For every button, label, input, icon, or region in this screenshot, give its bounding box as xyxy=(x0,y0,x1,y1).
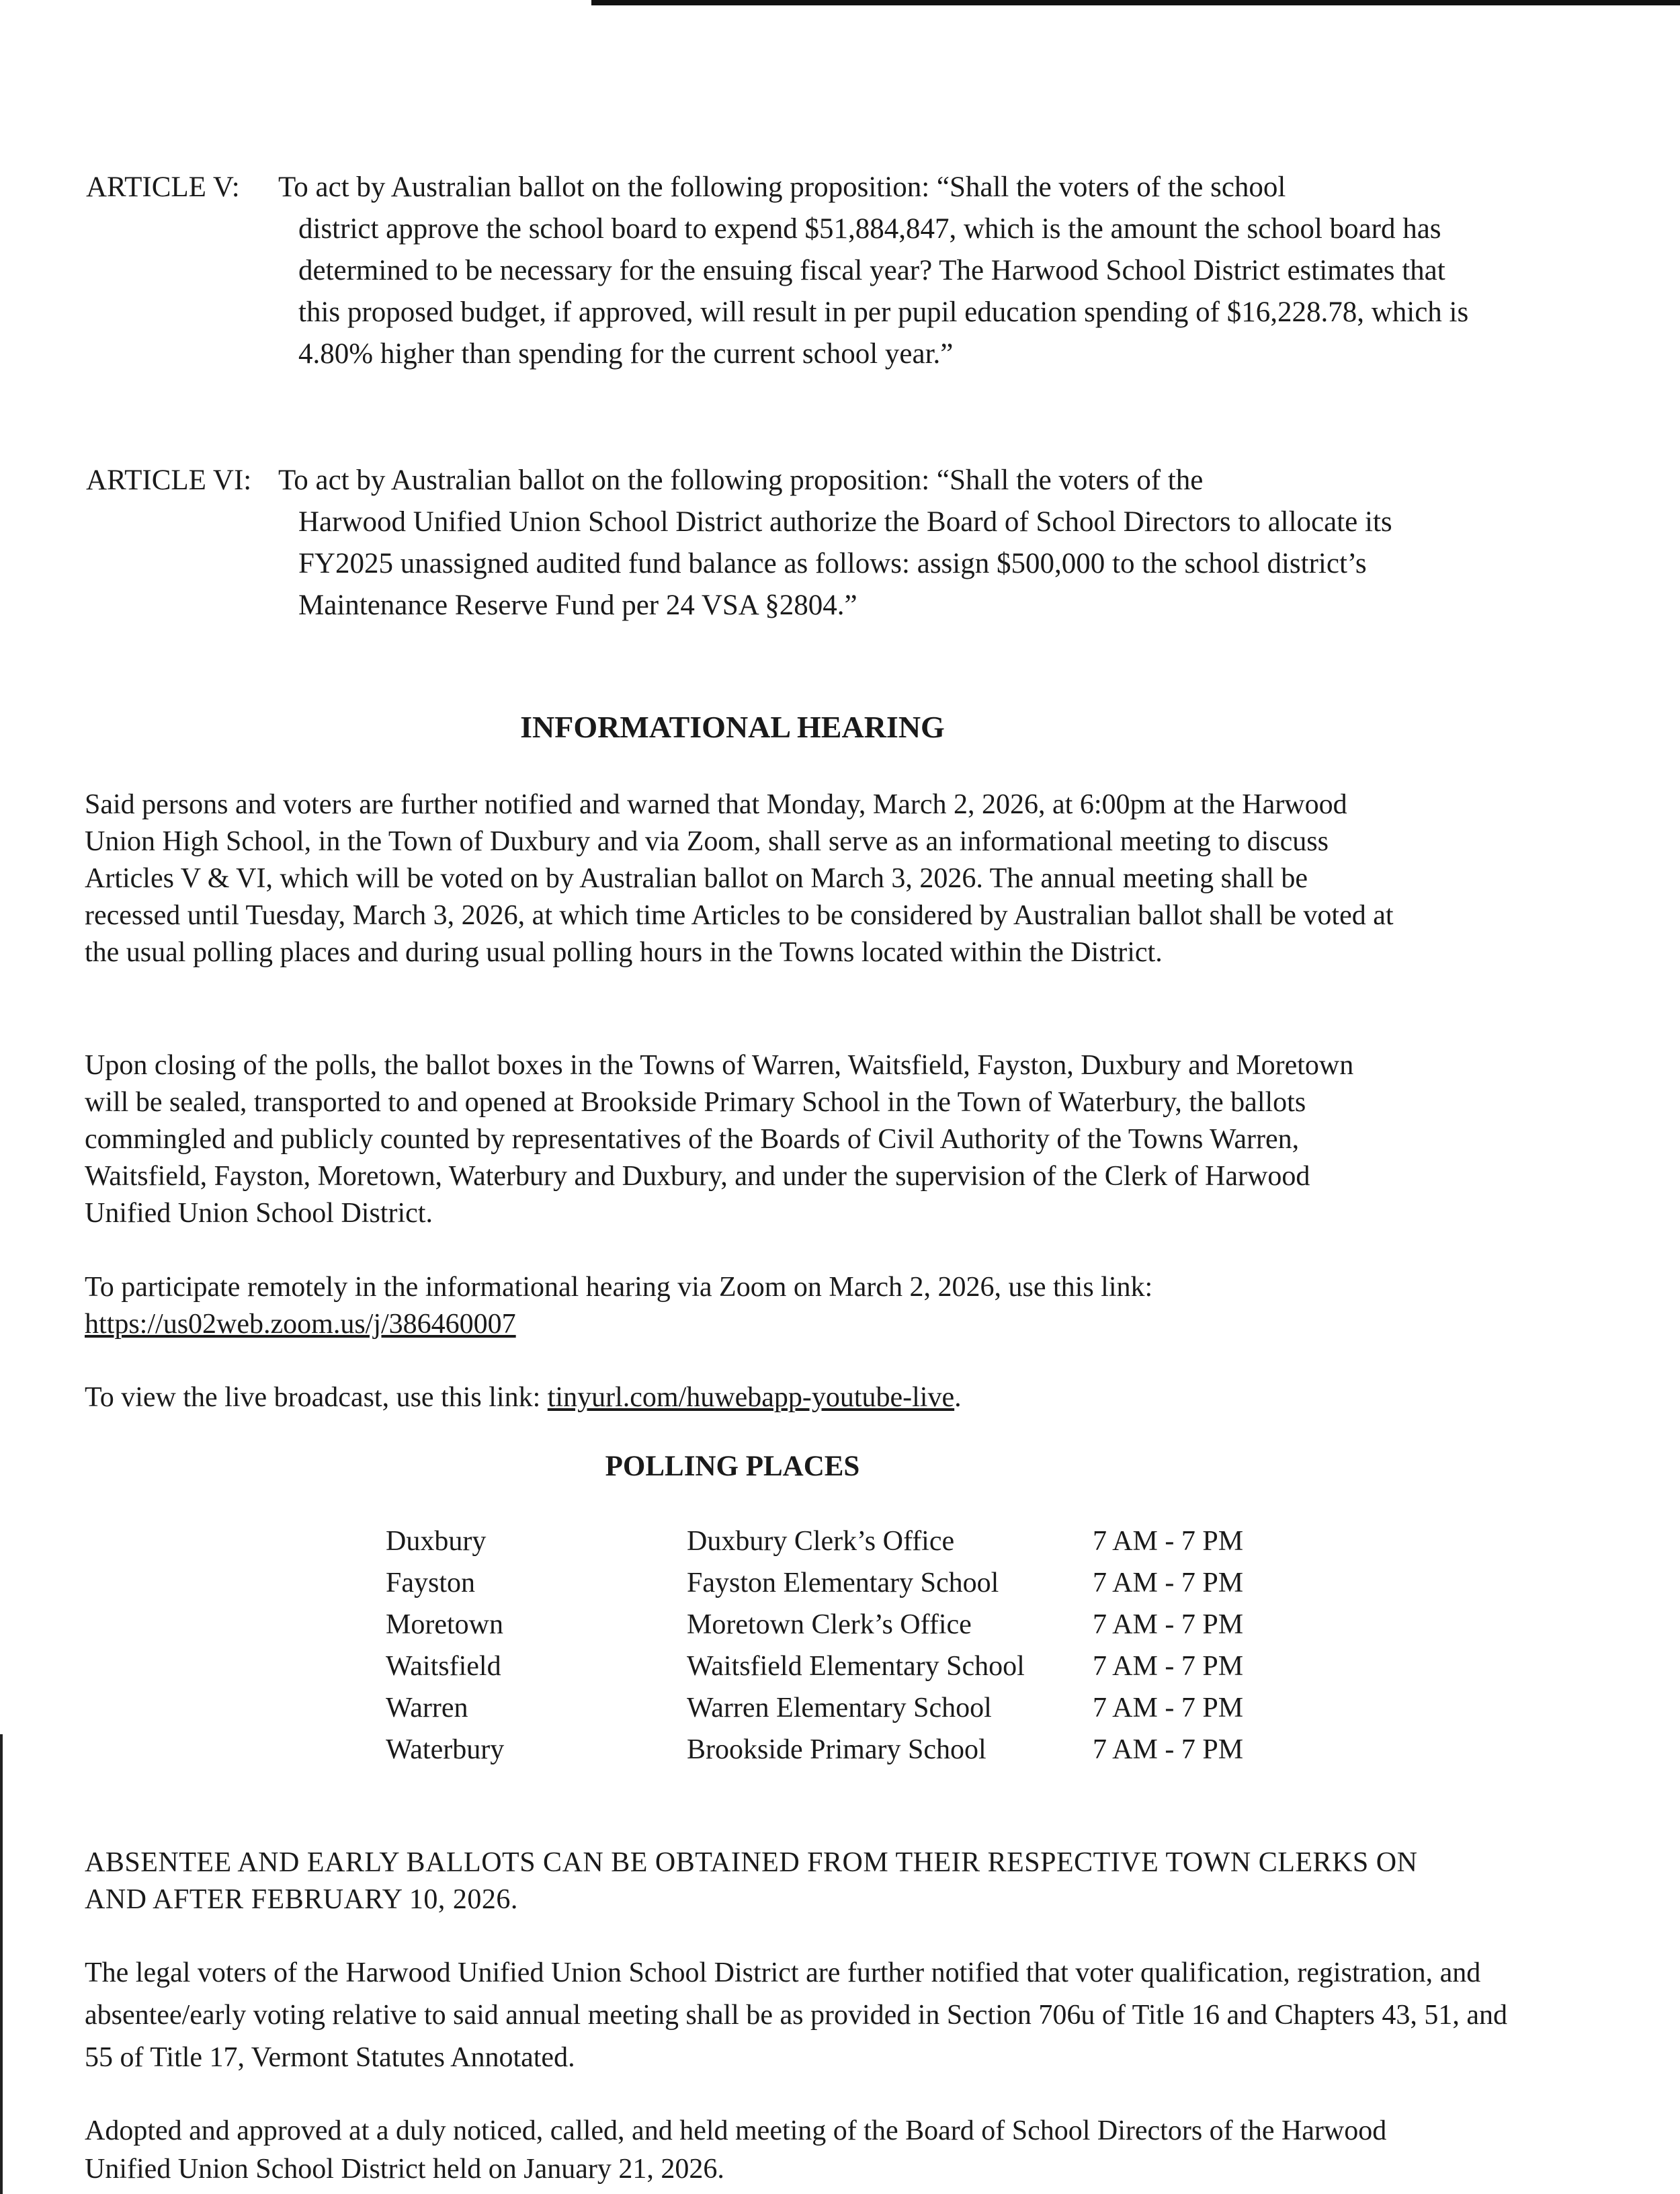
article-vi-text: Harwood Unified Union School District authorize the Board of School Directors to allocate its FY2025 unassigned audited fund balance as follows: assign $500,000 to the school district’s Maintenance Reserve Fund per 24 VSA §2804.” xyxy=(298,506,1392,621)
polling-hours: 7 AM - 7 PM xyxy=(1093,1734,1244,1765)
legal-voters-paragraph: The legal voters of the Harwood Unified Union School District are further notified that voter qualification, registration, and absentee/early voting relative to said annual meeting shall be as provided in Section 706u of Title 16 and Chapters 43, 51, and 55 of Title 17, Vermont Statutes Annotated. xyxy=(85,1957,1508,2073)
zoom-text: To participate remotely in the informational hearing via Zoom on March 2, 2026, use this link: xyxy=(85,1272,1153,1303)
polling-town: Duxbury xyxy=(386,1526,487,1557)
absentee-notice: ABSENTEE AND EARLY BALLOTS CAN BE OBTAINED FROM THEIR RESPECTIVE TOWN CLERKS ON AND AFTER FEBRUARY 10, 2026. xyxy=(85,1847,1418,1915)
informational-hearing-heading: INFORMATIONAL HEARING xyxy=(520,710,945,744)
hearing-paragraph-2: Upon closing of the polls, the ballot boxes in the Towns of Warren, Waitsfield, Fayston, Duxbury and Moretown will be sealed, transported to and opened at Brookside Primary School in the Town of Waterbury, the ballots commingled and publicly counted by representatives of the Boards of Civil Authority of the Towns Warren, Waitsfield, Fayston, Moretown, Waterbury and Duxbury, and under the supervision of the Clerk of Harwood Unified Union School District. xyxy=(85,1050,1354,1229)
table-row xyxy=(386,1729,1294,1771)
polling-town: Waitsfield xyxy=(386,1651,501,1682)
polling-hours: 7 AM - 7 PM xyxy=(1093,1609,1244,1640)
broadcast-period: . xyxy=(954,1382,962,1413)
polling-location: Waitsfield Elementary School xyxy=(687,1651,1025,1682)
table-row xyxy=(386,1646,1294,1687)
adopted-paragraph: Adopted and approved at a duly noticed, called, and held meeting of the Board of School Directors of the Harwood Unified Union School District held on January 21, 2026. xyxy=(85,2115,1387,2185)
polling-hours: 7 AM - 7 PM xyxy=(1093,1526,1244,1557)
article-v-body xyxy=(278,167,1481,375)
broadcast-link[interactable]: tinyurl.com/huwebapp-youtube-live xyxy=(547,1382,955,1413)
table-row xyxy=(386,1520,1294,1562)
polling-town: Moretown xyxy=(386,1609,503,1640)
article-vi-body xyxy=(278,460,1481,626)
article-v-label: ARTICLE V: xyxy=(86,171,240,203)
article-vi-first-line: To act by Australian ballot on the following proposition: “Shall the voters of the xyxy=(278,464,1204,496)
polling-places-table xyxy=(386,1520,1294,1771)
table-row xyxy=(386,1562,1294,1604)
polling-town: Warren xyxy=(386,1693,468,1723)
polling-hours: 7 AM - 7 PM xyxy=(1093,1568,1244,1598)
table-row xyxy=(386,1687,1294,1729)
hearing-paragraph-1: Said persons and voters are further notified and warned that Monday, March 2, 2026, at 6:00pm at the Harwood Union High School, in the Town of Duxbury and via Zoom, shall serve as an informational meeting to discuss Articles V & VI, which will be voted on by Australian ballot on March 3, 2026. The annual meeting shall be recessed until Tuesday, March 3, 2026, at which time Articles to be considered by Australian ballot shall be voted at the usual polling places and during usual polling hours in the Towns located within the District. xyxy=(85,789,1394,968)
article-v-text: district approve the school board to expend $51,884,847, which is the amount the school board has determined to be necessary for the ensuing fiscal year? The Harwood School District estimates that this proposed budget, if approved, will result in per pupil education spending of $16,228.78, which is 4.80% higher than spending for the current school year.” xyxy=(298,213,1469,370)
broadcast-text: To view the live broadcast, use this link: xyxy=(85,1382,548,1413)
article-vi-label: ARTICLE VI: xyxy=(86,464,252,496)
polling-town: Waterbury xyxy=(386,1734,505,1765)
article-v-first-line: To act by Australian ballot on the following proposition: “Shall the voters of the school xyxy=(278,171,1286,203)
polling-location: Warren Elementary School xyxy=(687,1693,992,1723)
polling-hours: 7 AM - 7 PM xyxy=(1093,1651,1244,1682)
polling-location: Moretown Clerk’s Office xyxy=(687,1609,972,1640)
polling-hours: 7 AM - 7 PM xyxy=(1093,1693,1244,1723)
article-vi xyxy=(86,460,1443,626)
article-v xyxy=(86,167,1469,375)
polling-location: Fayston Elementary School xyxy=(687,1568,999,1598)
broadcast-paragraph xyxy=(85,1379,1395,1416)
zoom-paragraph xyxy=(85,1269,1395,1343)
polling-location: Brookside Primary School xyxy=(687,1734,986,1765)
polling-places-heading: POLLING PLACES xyxy=(605,1451,860,1482)
zoom-link[interactable]: https://us02web.zoom.us/j/386460007 xyxy=(85,1309,516,1340)
polling-town: Fayston xyxy=(386,1568,476,1598)
table-row xyxy=(386,1604,1294,1646)
polling-location: Duxbury Clerk’s Office xyxy=(687,1526,955,1557)
